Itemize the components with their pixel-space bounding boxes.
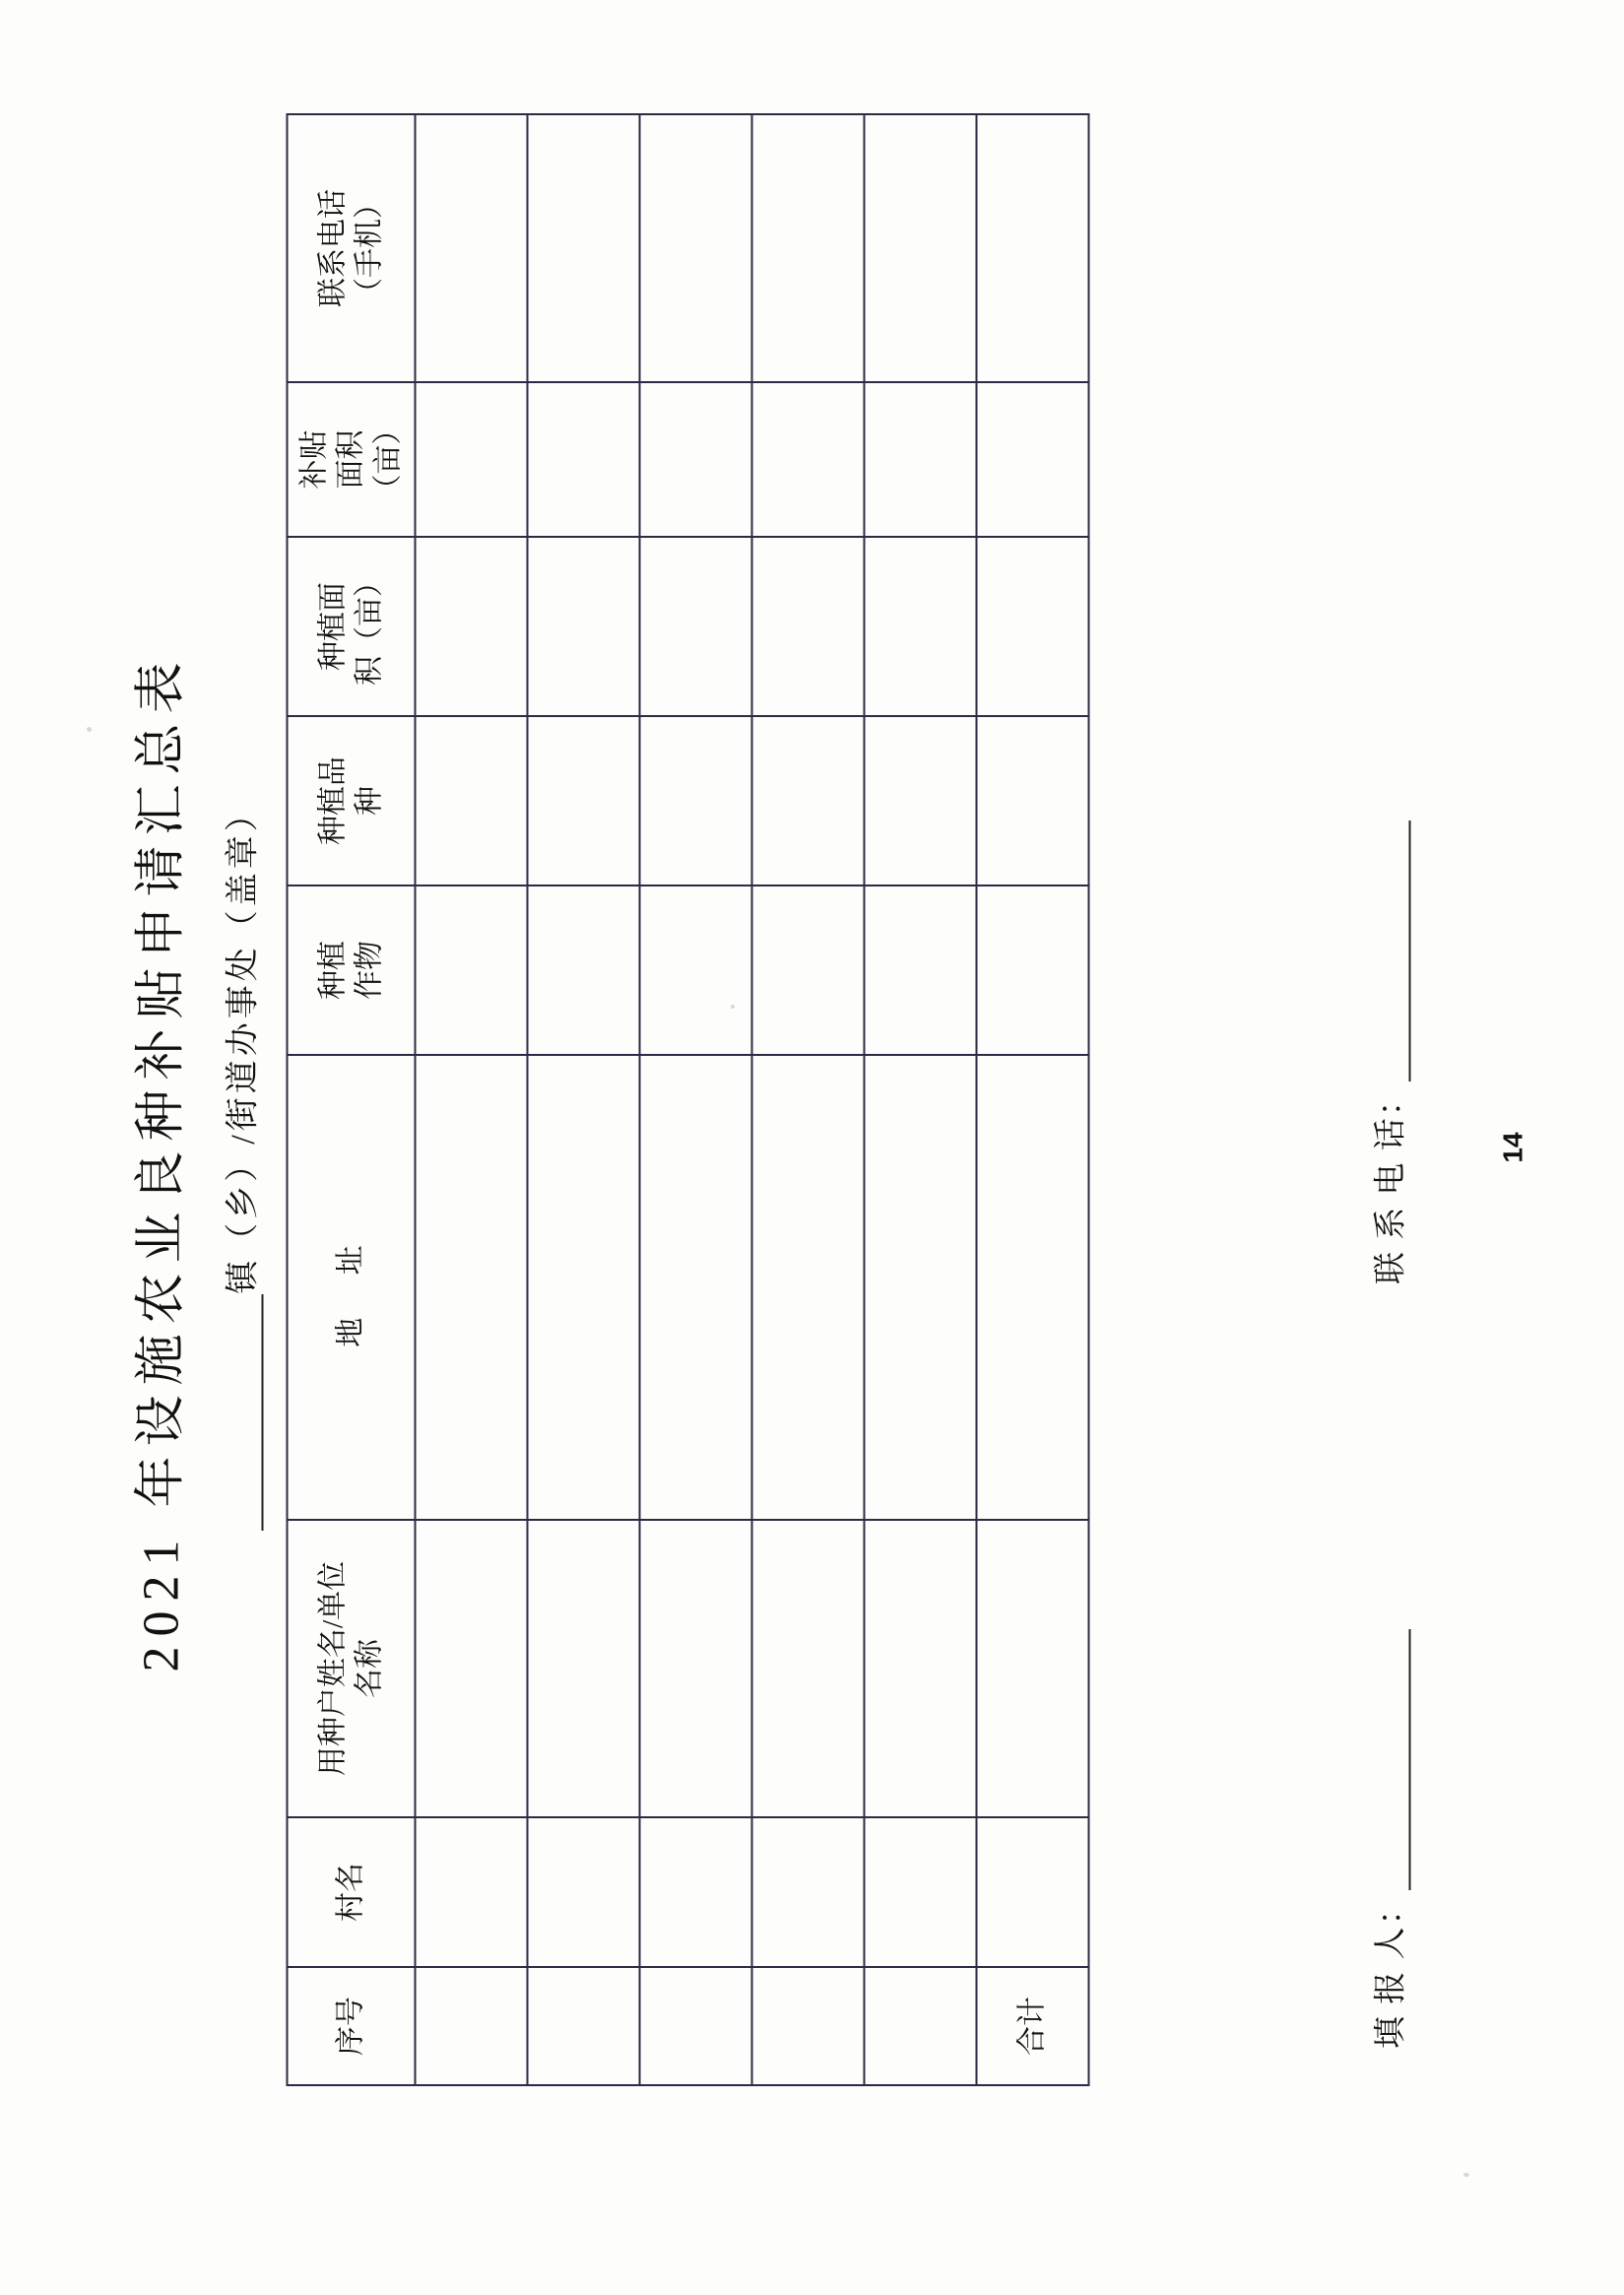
cell-total-label: 合计 <box>976 1967 1088 2085</box>
cell-subsidy-area[interactable] <box>751 382 864 537</box>
cell-crop[interactable] <box>639 885 751 1055</box>
cell-total-user-name[interactable] <box>976 1520 1088 1817</box>
cell-user-name[interactable] <box>639 1520 751 1817</box>
cell-address[interactable] <box>639 1055 751 1520</box>
cell-subsidy-area[interactable] <box>864 382 976 537</box>
column-header-village: 村名 <box>287 1817 415 1967</box>
table-total-row <box>976 114 1088 2085</box>
cell-variety[interactable] <box>864 716 976 885</box>
cell-village[interactable] <box>527 1817 639 1967</box>
cell-variety[interactable] <box>751 716 864 885</box>
cell-total-crop[interactable] <box>976 885 1088 1055</box>
cell-user-name[interactable] <box>864 1520 976 1817</box>
phone-label: 联 系 电 话： <box>1373 1082 1408 1284</box>
reporter-label: 填 报 人： <box>1373 1890 1408 2049</box>
column-header-user-name: 用种户姓名/单位 名称 <box>287 1520 415 1817</box>
cell-index[interactable] <box>751 1967 864 2085</box>
cell-address[interactable] <box>415 1055 527 1520</box>
cell-variety[interactable] <box>415 716 527 885</box>
reporter-field <box>1364 1630 1410 2050</box>
page-number: 14 <box>1497 1132 1527 1163</box>
cell-planting-area[interactable] <box>751 537 864 716</box>
table-row <box>527 114 639 2085</box>
cell-address[interactable] <box>751 1055 864 1520</box>
cell-phone[interactable] <box>527 114 639 382</box>
cell-address[interactable] <box>864 1055 976 1520</box>
cell-planting-area[interactable] <box>864 537 976 716</box>
organization-label: 镇（乡）/街道办事处（盖章） <box>225 794 261 1294</box>
phone-field <box>1364 820 1410 1284</box>
cell-total-subsidy-area[interactable] <box>976 382 1088 537</box>
cell-village[interactable] <box>751 1817 864 1967</box>
cell-variety[interactable] <box>527 716 639 885</box>
cell-user-name[interactable] <box>751 1520 864 1817</box>
scan-speck <box>731 1005 735 1009</box>
phone-blank-underline[interactable] <box>1383 820 1410 1082</box>
cell-total-village[interactable] <box>976 1817 1088 1967</box>
table-row <box>415 114 527 2085</box>
cell-total-phone[interactable] <box>976 114 1088 382</box>
cell-village[interactable] <box>639 1817 751 1967</box>
reporter-blank-underline[interactable] <box>1383 1630 1410 1891</box>
column-header-crop: 种植 作物 <box>287 885 415 1055</box>
cell-subsidy-area[interactable] <box>415 382 527 537</box>
form-footer <box>1364 374 1410 2049</box>
cell-index[interactable] <box>415 1967 527 2085</box>
cell-total-variety[interactable] <box>976 716 1088 885</box>
cell-user-name[interactable] <box>527 1520 639 1817</box>
cell-planting-area[interactable] <box>527 537 639 716</box>
table-row <box>751 114 864 2085</box>
column-header-variety: 种植品 种 <box>287 716 415 885</box>
cell-index[interactable] <box>527 1967 639 2085</box>
cell-crop[interactable] <box>751 885 864 1055</box>
page-title: 2021 年设施农业良种补贴申请汇总表 <box>133 652 189 1672</box>
cell-subsidy-area[interactable] <box>527 382 639 537</box>
cell-crop[interactable] <box>527 885 639 1055</box>
cell-index[interactable] <box>639 1967 751 2085</box>
cell-phone[interactable] <box>639 114 751 382</box>
cell-variety[interactable] <box>639 716 751 885</box>
cell-index[interactable] <box>864 1967 976 2085</box>
cell-phone[interactable] <box>751 114 864 382</box>
cell-phone[interactable] <box>864 114 976 382</box>
cell-village[interactable] <box>864 1817 976 1967</box>
organization-stamp-line <box>215 325 263 2000</box>
scan-speck <box>1463 2173 1469 2177</box>
cell-total-planting-area[interactable] <box>976 537 1088 716</box>
table-row <box>639 114 751 2085</box>
cell-total-address[interactable] <box>976 1055 1088 1520</box>
cell-crop[interactable] <box>415 885 527 1055</box>
column-header-subsidy-area: 补贴 面积 （亩） <box>287 382 415 537</box>
scan-speck <box>87 727 92 732</box>
cell-village[interactable] <box>415 1817 527 1967</box>
cell-crop[interactable] <box>864 885 976 1055</box>
table-header-row <box>287 114 415 2085</box>
column-header-address: 地 址 <box>287 1055 415 1520</box>
organization-blank-underline <box>233 1294 263 1531</box>
table-row <box>864 114 976 2085</box>
column-header-planting-area: 种植面 积（亩） <box>287 537 415 716</box>
cell-phone[interactable] <box>415 114 527 382</box>
cell-subsidy-area[interactable] <box>639 382 751 537</box>
column-header-phone: 联系电话 （手机） <box>287 114 415 382</box>
cell-planting-area[interactable] <box>415 537 527 716</box>
subsidy-application-table <box>286 113 1089 2086</box>
cell-address[interactable] <box>527 1055 639 1520</box>
cell-user-name[interactable] <box>415 1520 527 1817</box>
column-header-index: 序号 <box>287 1967 415 2085</box>
cell-planting-area[interactable] <box>639 537 751 716</box>
